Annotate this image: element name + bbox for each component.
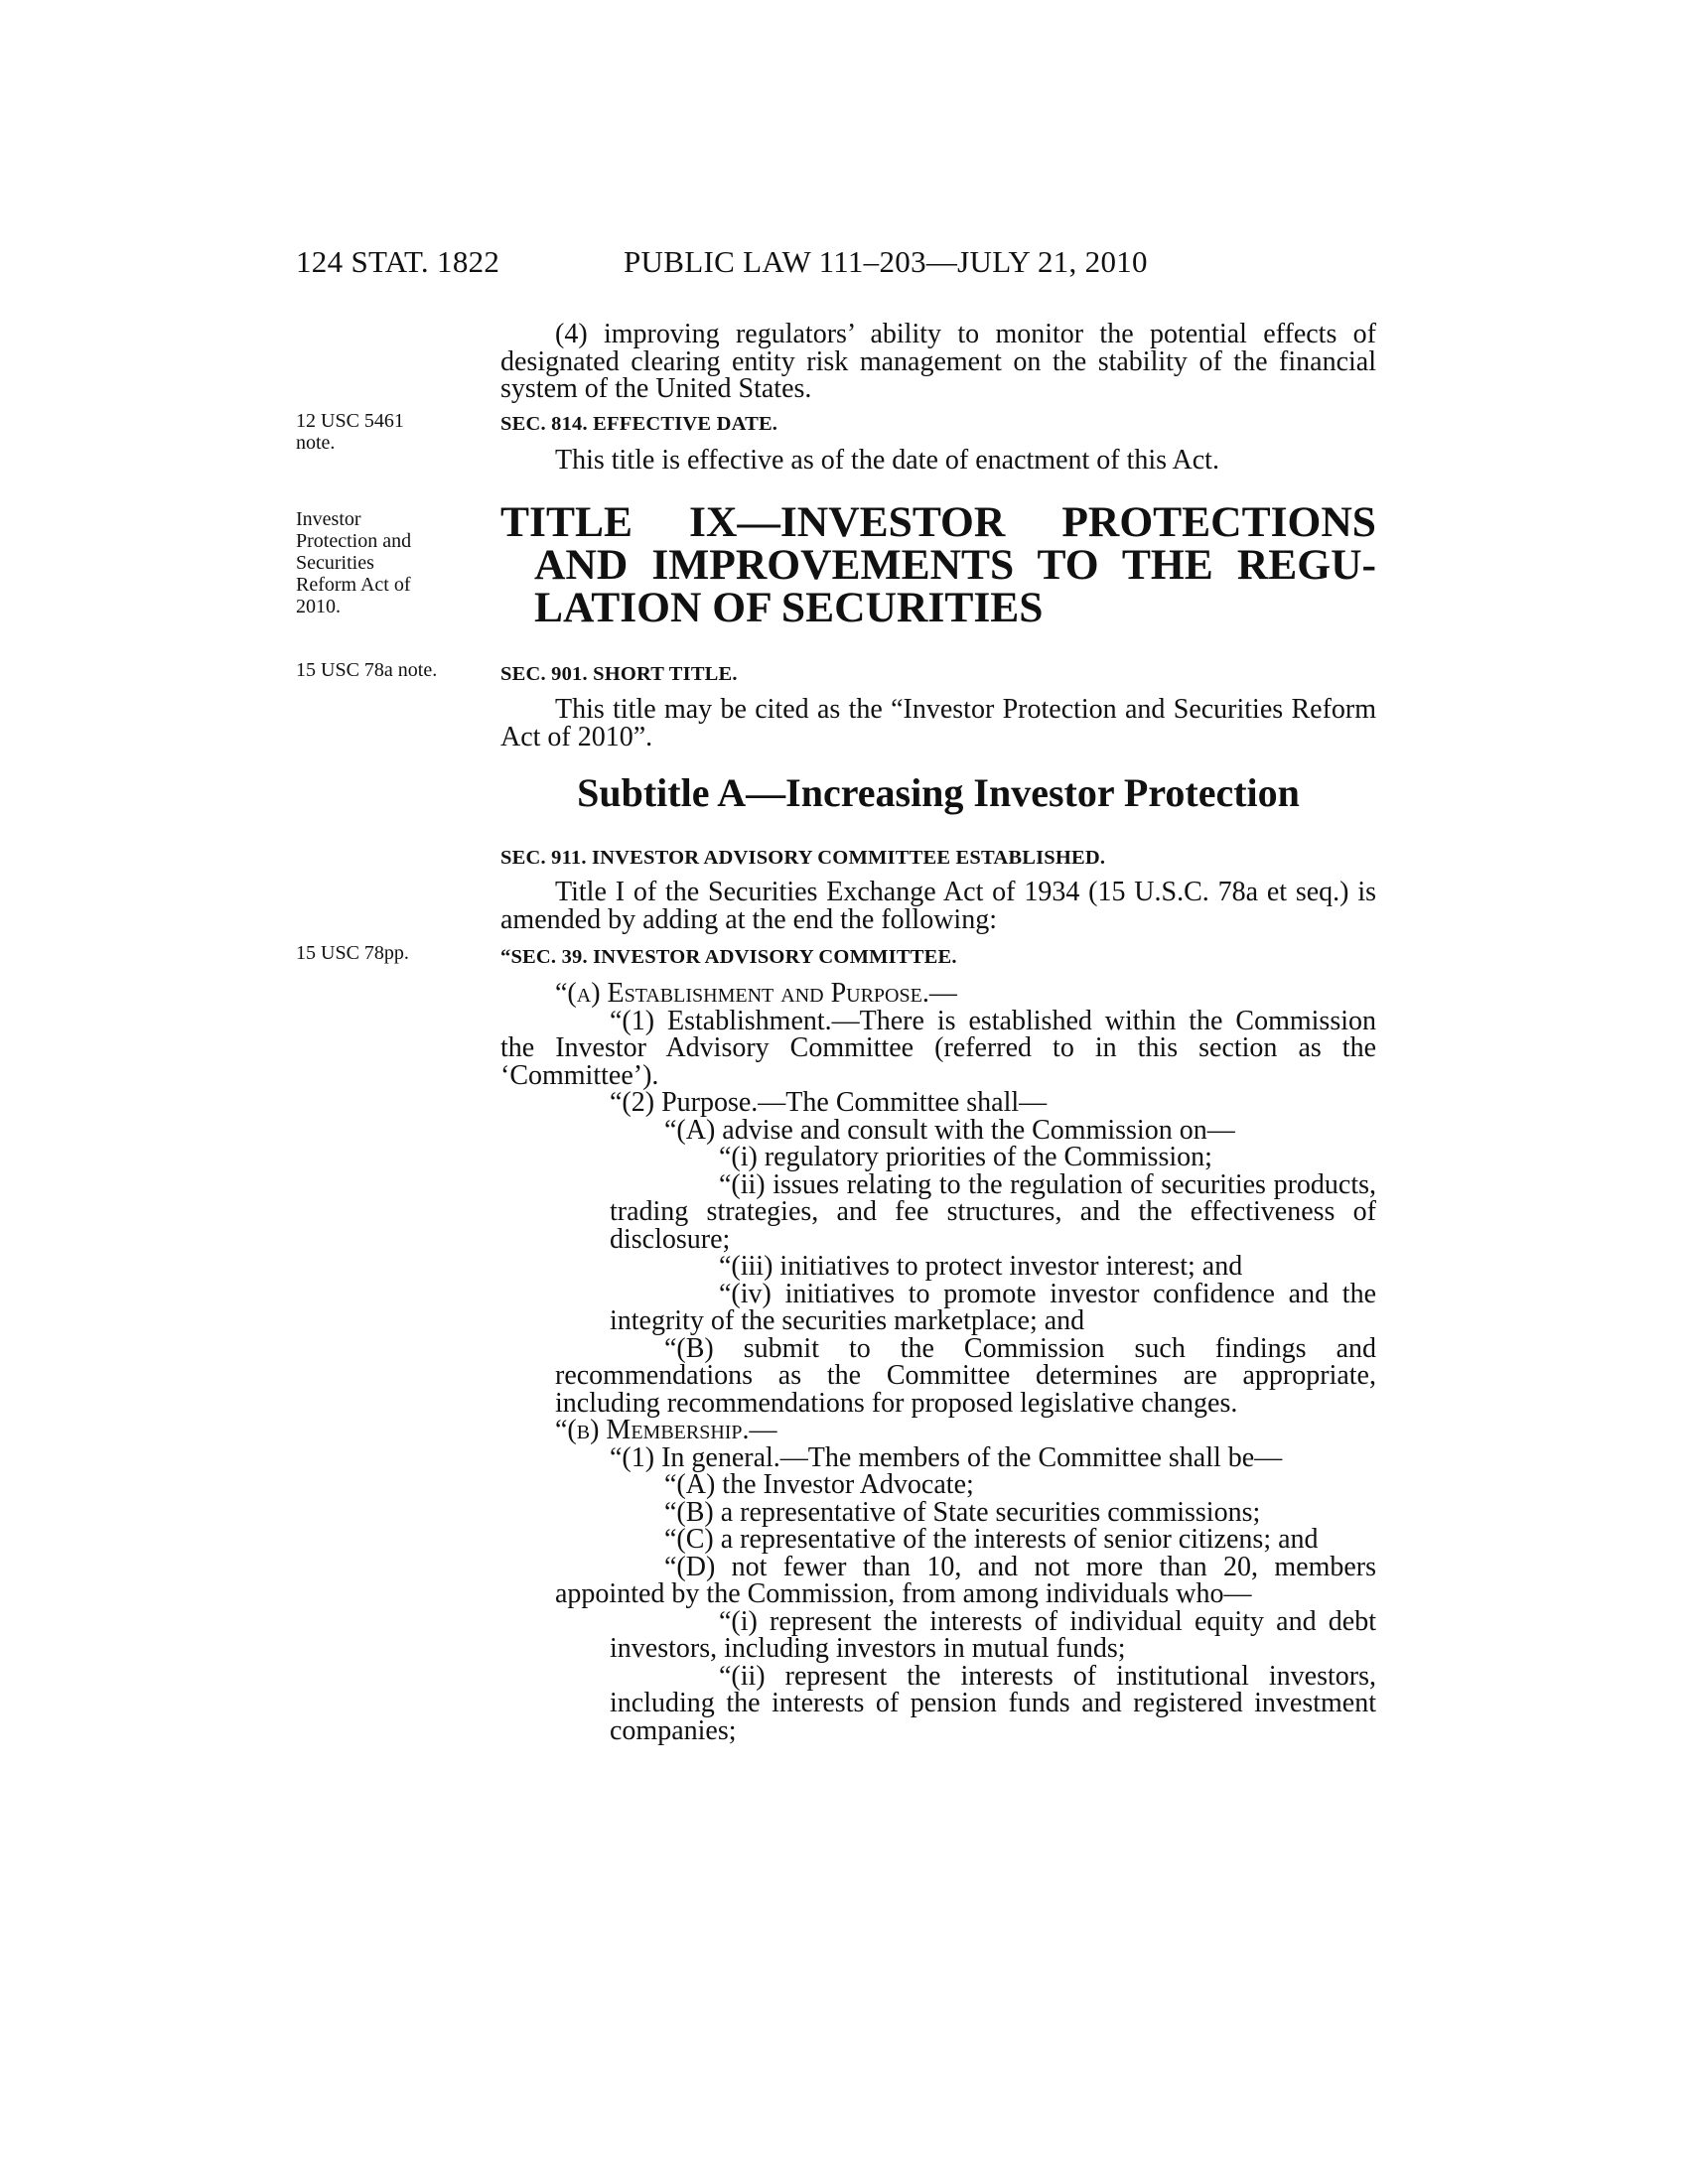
subsection-b-heading [500,1417,1376,1444]
paragraph-b1C: “(C) a representative of the interests of senior citizens; and [664,1524,1319,1555]
margin-note-12usc5461 [296,410,465,454]
title-line-2-text [534,541,1376,589]
subtitle-a-heading: Subtitle A—Increasing Investor Protection [577,770,1300,815]
paragraph-b1A: “(A) the Investor Advocate; [664,1469,974,1500]
title-word: TITLE [500,498,633,546]
subsection-b-text: “(b) Membership.— [555,1415,777,1445]
paragraph-short-title: This title may be cited as the “Investor Protection and Securities Reform Act of 2010”. [500,694,1376,752]
title-ix-heading [500,498,1376,631]
paragraph-b1D: “(D) not fewer than 10, and not more than 20, members appointed by the Commission, from among individuals who— [555,1551,1376,1609]
paragraph-a2: “(2) Purpose.—The Committee shall— [610,1087,1048,1118]
title-word: IX—INVESTOR [689,498,1006,546]
section-heading-814: SEC. 814. EFFECTIVE DATE. [500,413,778,435]
margin-note-line: 2010. [296,596,341,617]
section-heading-39: “SEC. 39. INVESTOR ADVISORY COMMITTEE. [500,946,957,968]
section-heading-901: SEC. 901. SHORT TITLE. [500,663,738,685]
margin-note-line: Securities [296,552,374,574]
paragraph-a2A: “(A) advise and consult with the Commission on— [664,1114,1235,1146]
paragraph-a2Ai: “(i) regulatory priorities of the Commission; [719,1142,1212,1172]
margin-note-15usc78a: 15 USC 78a note. [296,659,438,681]
running-header-title: PUBLIC LAW 111–203—JULY 21, 2010 [624,244,1148,279]
paragraph-b1Dii: “(ii) represent the interests of institutional investors, including the interests of pension funds and registered investment companies; [610,1660,1376,1746]
stat-page-number: 124 STAT. 1822 [296,244,500,279]
title-line-1 [500,498,1376,546]
margin-note-short-title-act [296,508,465,617]
paragraph-b1Di: “(i) represent the interests of individual equity and debt investors, including investors in mutual funds; [610,1605,1376,1664]
paragraph-title-i-amended: Title I of the Securities Exchange Act of 1934 (15 U.S.C. 78a et seq.) is amended by adding at the end the following: [500,877,1376,935]
paragraph-effective-date: This title is effective as of the date of enactment of this Act. [555,445,1219,476]
margin-note-line: Investor [296,508,361,530]
title-line-2-span: AND IMPROVEMENTS TO THE REGU- [534,541,1376,589]
title-word: PROTECTIONS [1061,498,1376,546]
paragraph-a2Aiv: “(iv) initiatives to promote investor confidence and the integrity of the securities marketplace; and [610,1278,1376,1336]
title-line-2 [500,541,1376,589]
section-39-body [500,980,1376,1744]
paragraph-a2Aiii: “(iii) initiatives to protect investor interest; and [719,1251,1243,1282]
paragraph-a2Aii: “(ii) issues relating to the regulation of securities products, trading strategies, and fee structures, and the effectiveness of disclosure; [610,1168,1376,1255]
subsection-a-heading [500,980,1376,1008]
margin-note-line: note. [296,432,336,454]
paragraph-a1: “(1) Establishment.—There is established within the Commission the Investor Advisory Committee (referred to in this section as the ‘Committee’). [500,1005,1376,1091]
paragraph-b1B: “(B) a representative of State securities commissions; [664,1496,1261,1528]
margin-note-line: Reform Act of [296,574,411,596]
paragraph-a2B: “(B) submit to the Commission such findings and recommendations as the Committee determines are appropriate, including recommendations for proposed legislative changes. [555,1332,1376,1419]
margin-note-line: 12 USC 5461 [296,410,404,432]
paragraph-improving-regulators: (4) improving regulators’ ability to monitor the potential effects of designated clearing entity risk management on the stability of the financial system of the United States. [500,319,1376,404]
subsection-a-text: “(a) Establishment and Purpose.— [555,978,957,1009]
margin-note-15usc78pp: 15 USC 78pp. [296,942,409,964]
section-heading-911: SEC. 911. INVESTOR ADVISORY COMMITTEE ESTABLISHED. [500,847,1106,869]
margin-note-line: Protection and [296,530,412,552]
paragraph-b1: “(1) In general.—The members of the Committee shall be— [610,1441,1283,1473]
title-line-3: LATION OF SECURITIES [534,584,1044,631]
